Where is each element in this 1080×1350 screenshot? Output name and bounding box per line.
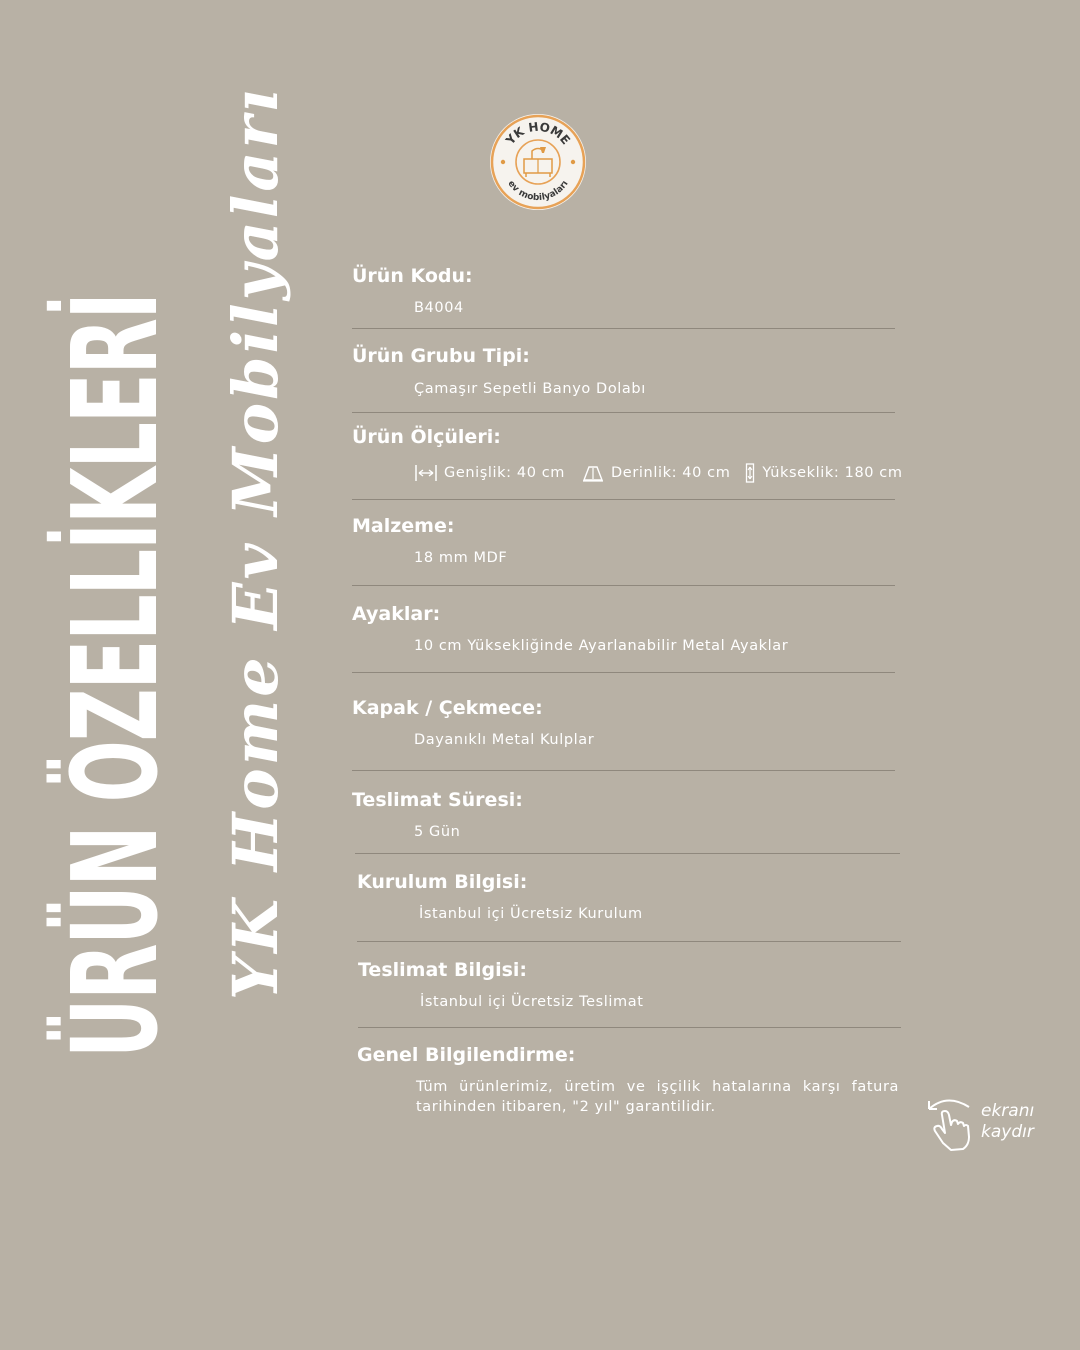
brand-script-title: YK Home Ev Mobilyaları (219, 86, 292, 1000)
dimension-height (744, 463, 902, 483)
spec-installation (357, 871, 643, 922)
scroll-hint-line2: kaydır (981, 1122, 1034, 1142)
divider (352, 499, 895, 500)
scroll-hint-line1: ekranı (981, 1101, 1035, 1121)
spec-product-code (352, 265, 473, 316)
spec-material (352, 515, 508, 566)
divider (358, 1027, 901, 1028)
spec-label: Ürün Grubu Tipi: (352, 345, 530, 367)
spec-delivery-info (358, 959, 644, 1010)
swipe-hand-icon (925, 1095, 977, 1153)
dimension-width-text: Genişlik: 40 cm (444, 465, 566, 481)
general-info-text: Tüm ürünlerimiz, üretim ve işçilik hatalarına karşı fatura tarihinden itibaren, "2 yıl" garantilidir. (416, 1079, 899, 1115)
divider (352, 328, 895, 329)
divider (352, 672, 895, 673)
logo-top-text: YK HOME (503, 119, 573, 148)
spec-door (352, 697, 595, 748)
spec-dimensions (352, 426, 903, 481)
height-icon (744, 463, 756, 483)
spec-value: 10 cm Yüksekliğinde Ayarlanabilir Metal Ayaklar (414, 638, 789, 654)
divider (355, 853, 900, 854)
spec-label: Teslimat Süresi: (352, 789, 523, 811)
spec-legs (352, 603, 789, 654)
spec-label: Ürün Ölçüleri: (352, 426, 501, 448)
dimension-width (414, 464, 565, 482)
spec-label: Ayaklar: (352, 603, 441, 625)
dimension-depth-text: Derinlik: 40 cm (611, 465, 731, 481)
spec-label: Kurulum Bilgisi: (357, 871, 528, 893)
spec-value: 18 mm MDF (414, 550, 508, 566)
divider (352, 770, 895, 771)
scroll-hint (925, 1095, 1055, 1155)
spec-delivery-time (352, 789, 523, 840)
brand-logo (489, 113, 587, 211)
page-title: ÜRÜN ÖZELLİKLERİ (46, 293, 184, 1058)
dimension-depth (581, 464, 730, 482)
spec-label: Malzeme: (352, 515, 455, 537)
spec-label: Ürün Kodu: (352, 265, 473, 287)
spec-product-group (352, 345, 646, 397)
spec-label: Teslimat Bilgisi: (358, 959, 528, 981)
spec-label: Genel Bilgilendirme: (357, 1044, 576, 1066)
spec-value: B4004 (414, 300, 464, 316)
spec-general (357, 1044, 575, 1066)
divider (357, 941, 901, 942)
divider (352, 412, 895, 413)
width-icon (414, 464, 438, 482)
dimension-height-text: Yükseklik: 180 cm (762, 465, 903, 481)
spec-value: İstanbul içi Ücretsiz Kurulum (419, 906, 643, 922)
logo-bottom-text: ev mobilyaları (505, 178, 571, 204)
dimensions-row (414, 463, 903, 483)
spec-value: 5 Gün (414, 824, 461, 840)
spec-value: İstanbul içi Ücretsiz Teslimat (420, 994, 644, 1010)
spec-label: Kapak / Çekmece: (352, 697, 543, 719)
spec-value: Dayanıklı Metal Kulplar (414, 732, 595, 748)
spec-value: Çamaşır Sepetli Banyo Dolabı (414, 381, 646, 397)
divider (352, 585, 895, 586)
depth-icon (581, 464, 605, 482)
